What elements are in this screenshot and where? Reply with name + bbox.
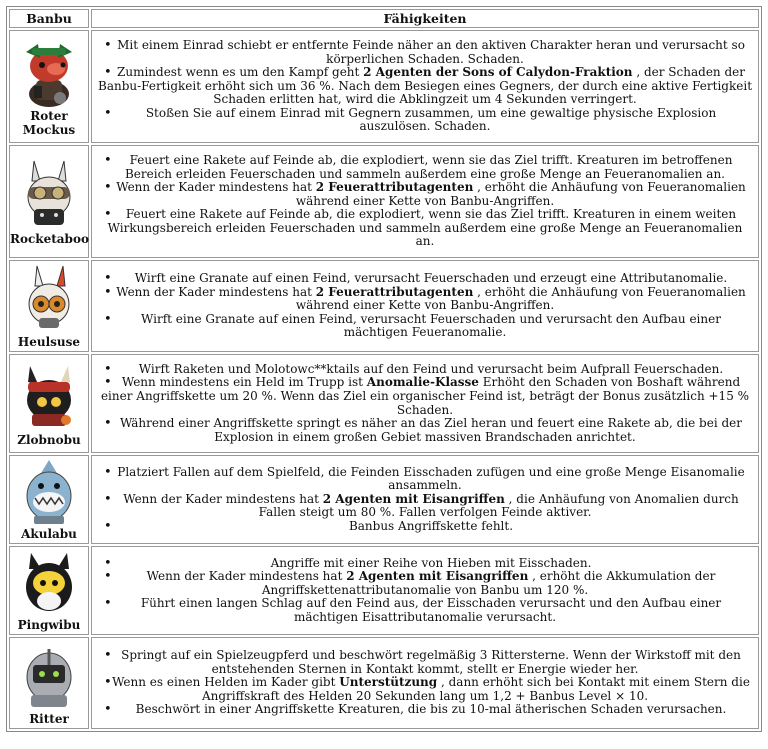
header-row — [9, 9, 759, 28]
ability-item: • Springt auf ein Spielzeugpferd und beschwört regelmäßig 3 Rittersterne. Wenn der Wirkstoff mit den entstehenden Sternen in Kontakt kommt, stellt er Energie wieder her. — [98, 649, 752, 676]
table-row — [9, 145, 759, 258]
table-row — [9, 354, 759, 453]
abilities-cell — [91, 546, 759, 635]
zlobnobu-portrait-icon — [16, 360, 82, 432]
akulabu-portrait-icon — [18, 458, 80, 526]
abilities-cell — [91, 637, 759, 729]
ability-item: • Feuert eine Rakete auf Feinde ab, die explodiert, wenn sie das Ziel trifft. Kreaturen in einem weiten Wirkungsbereich erleiden Feuerschaden und sammeln außerdem eine große Menge an Feueranomalien an. — [98, 208, 752, 249]
ability-item: • Wenn der Kader mindestens hat 2 Agenten mit Eisangriffen , die Anhäufung von Anomalien durch Fallen steigt um 80 %. Fallen verfolgen Feinde aktiver. — [98, 493, 752, 520]
ability-item: • Während einer Angriffskette springt es näher an das Ziel heran und feuert eine Rakete ab, die bei der Explosion in einem großen Gebiet massiven Brandschaden anrichtet. — [98, 417, 752, 444]
banbu-cell — [9, 354, 89, 453]
banbu-cell — [9, 637, 89, 729]
ability-item: • Mit einem Einrad schiebt er entfernte Feinde näher an den aktiven Charakter heran und verursacht so körperlichen Schaden. Schaden. — [98, 39, 752, 66]
abilities-cell — [91, 30, 759, 143]
table-row — [9, 455, 759, 544]
ability-item: • Wenn der Kader mindestens hat 2 Feuerattributagenten , erhöht die Anhäufung von Feueranomalien während einer Kette von Banbu-Angriffen. — [98, 181, 752, 208]
banbu-name: Ritter — [29, 711, 69, 726]
banbu-table — [6, 6, 762, 732]
banbu-cell — [9, 546, 89, 635]
ability-item: • Angriffe mit einer Reihe von Hieben mit Eisschaden. — [98, 557, 752, 571]
banbu-cell — [9, 30, 89, 143]
ability-item: • Wirft Raketen und Molotowc**ktails auf den Feind und verursacht beim Aufprall Feuerschaden. — [98, 363, 752, 377]
ability-item: • Wenn es einen Helden im Kader gibt Unterstützung , dann erhöht sich bei Kontakt mit einem Stern die Angriffskraft des Helden 20 Sekunden lang um 1,2 + Banbus Level × 10. — [98, 676, 752, 703]
ability-item: • Feuert eine Rakete auf Feinde ab, die explodiert, wenn sie das Ziel trifft. Kreaturen im betroffenen Bereich erleiden Feuerschaden und sammeln außerdem eine große Menge an Feueranomalien an. — [98, 154, 752, 181]
rocketaboo-portrait-icon — [16, 157, 82, 231]
ability-item: • Führt einen langen Schlag auf den Feind aus, der Eisschaden verursacht und den Aufbau einer mächtigen Eisattributanomalie verursacht. — [98, 597, 752, 624]
abilities-cell — [91, 145, 759, 258]
table-row — [9, 546, 759, 635]
red-mockus-portrait-icon — [16, 36, 82, 108]
abilities-cell — [91, 260, 759, 352]
banbu-cell — [9, 260, 89, 352]
abilities-cell — [91, 455, 759, 544]
banbu-name: Akulabu — [21, 527, 77, 541]
banbu-name: Zlobnobu — [17, 433, 81, 447]
banbu-cell — [9, 455, 89, 544]
ability-item: • Stoßen Sie auf einem Einrad mit Gegnern zusammen, um eine gewaltige physische Explosion auszulösen. Schaden. — [98, 107, 752, 134]
abilities-cell — [91, 354, 759, 453]
ability-item: • Wenn mindestens ein Held im Trupp ist Anomalie-Klasse Erhöht den Schaden von Boshaft während einer Angriffskette um 20 %. Wenn das Ziel ein organischer Feind ist, beträgt der Bonus zusätzlich +15 % Schaden. — [98, 376, 752, 417]
table-row — [9, 30, 759, 143]
ability-item: • Zumindest wenn es um den Kampf geht 2 Agenten der Sons of Calydon-Fraktion , der Schaden der Banbu-Fertigkeit erhöht sich um 36 %. Nach dem Besiegen eines Gegners, der durch eine aktive Fertigkeit Schaden erlitten hat, wird die Abklingzeit um 4 Sekunden verringert. — [98, 66, 752, 107]
banbu-cell — [9, 145, 89, 258]
ability-item: • Wirft eine Granate auf einen Feind, verursacht Feuerschaden und erzeugt eine Attributanomalie. — [98, 272, 752, 286]
banbu-table-container — [6, 6, 762, 732]
ability-item: • Wirft eine Granate auf einen Feind, verursacht Feuerschaden und verursacht den Aufbau einer mächtigen Feueranomalie. — [98, 313, 752, 340]
ability-item: • Banbus Angriffskette fehlt. — [98, 520, 752, 534]
ritter-portrait-icon — [17, 641, 81, 711]
banbu-name: Roter — [30, 109, 68, 123]
pingwibu-portrait-icon — [17, 549, 81, 617]
banbu-name: Rocketaboo — [10, 232, 89, 246]
header-abilities: Fähigkeiten — [91, 9, 759, 28]
ability-item: • Wenn der Kader mindestens hat 2 Feuerattributagenten , erhöht die Anhäufung von Feueranomalien während einer Kette von Banbu-Angriffen. — [98, 286, 752, 313]
table-row — [9, 637, 759, 729]
banbu-name-line2: Mockus — [22, 123, 76, 137]
heulsuse-portrait-icon — [17, 264, 81, 334]
table-row — [9, 260, 759, 352]
banbu-name: Pingwibu — [17, 618, 81, 632]
ability-item: • Platziert Fallen auf dem Spielfeld, die Feinden Eisschaden zufügen und eine große Menge Eisanomalie ansammeln. — [98, 466, 752, 493]
ability-item: • Wenn der Kader mindestens hat 2 Agenten mit Eisangriffen , erhöht die Akkumulation der Angriffskettenattributanomalie von Banbu um 120 %. — [98, 570, 752, 597]
ability-item: • Beschwört in einer Angriffskette Kreaturen, die bis zu 10-mal ätherischen Schaden verursachen. — [98, 703, 752, 717]
banbu-name: Heulsuse — [17, 334, 81, 349]
header-banbu: Banbu — [9, 9, 89, 28]
